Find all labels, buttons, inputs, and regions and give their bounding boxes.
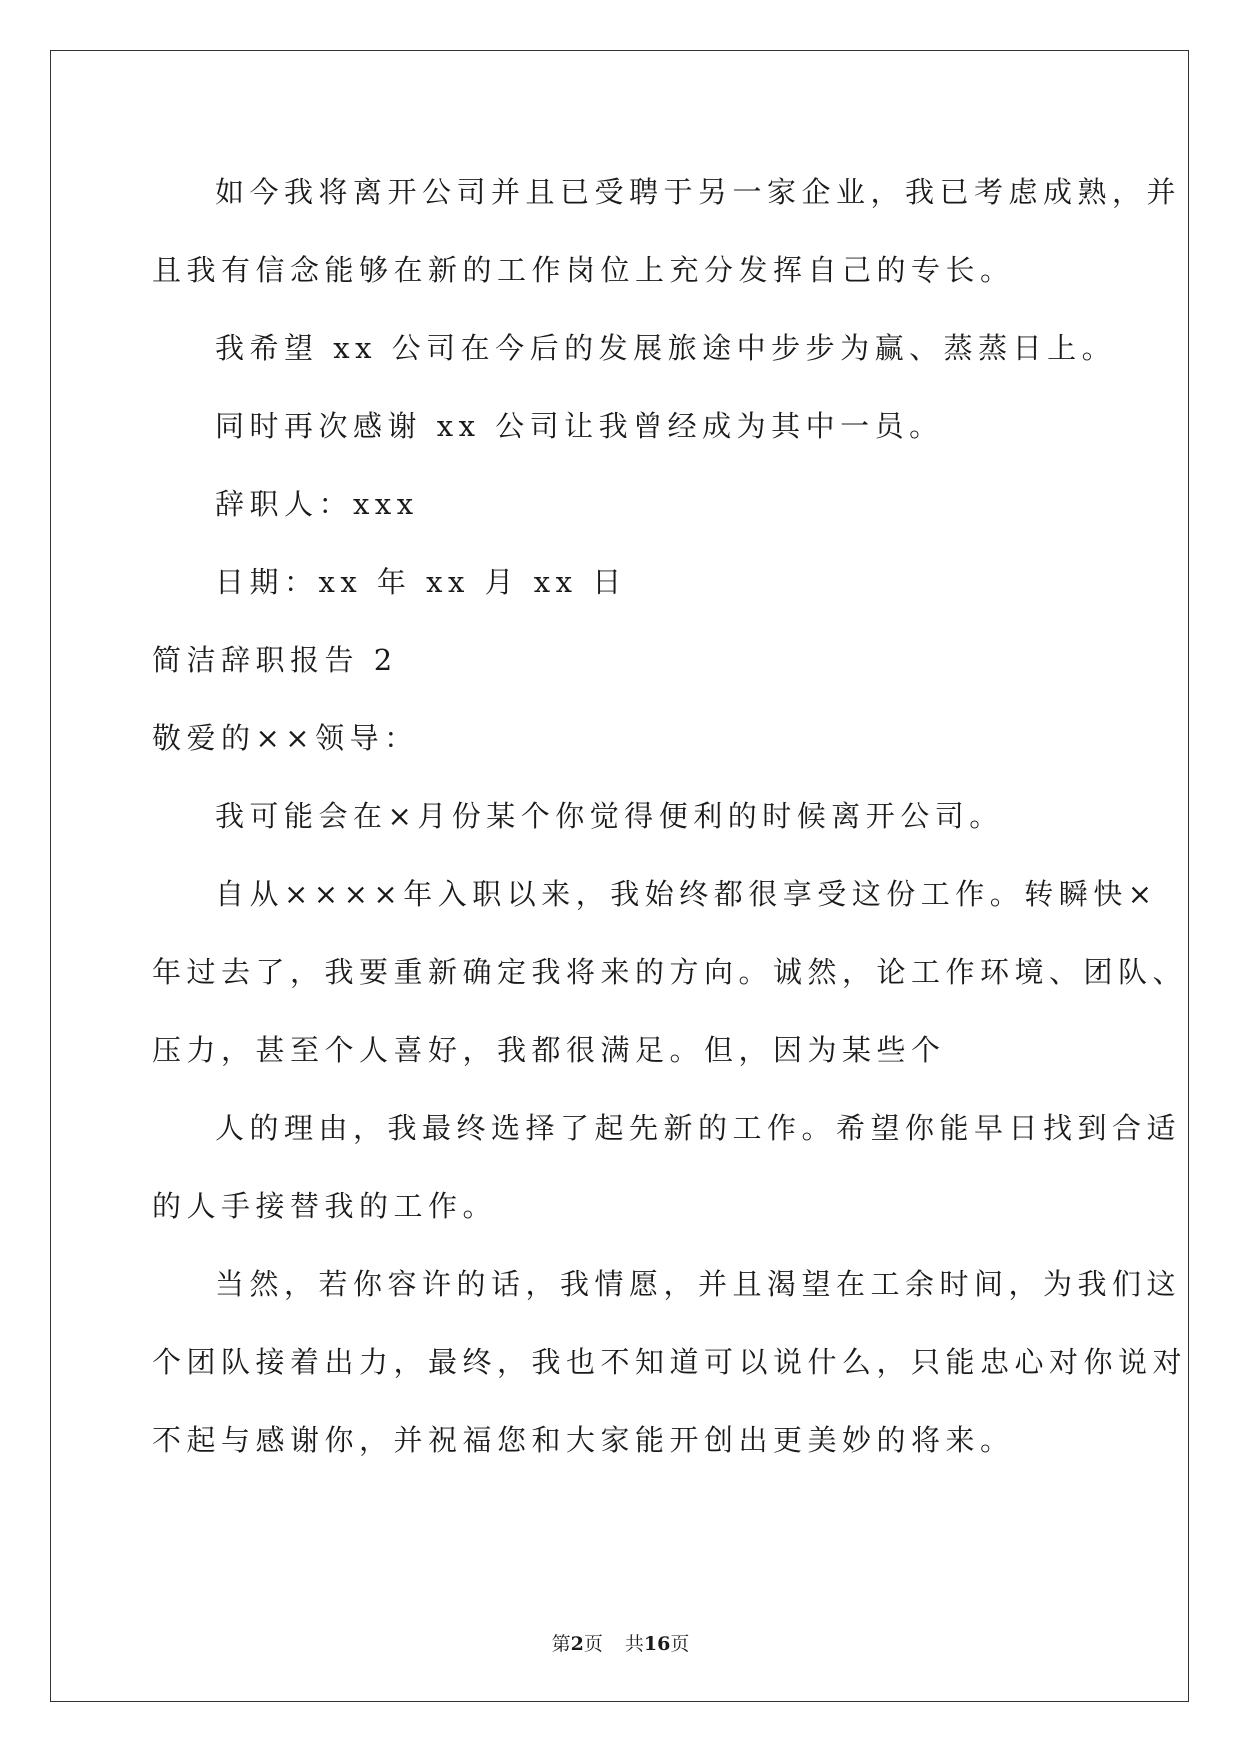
date-line: 日期：xx 年 xx 月 xx 日 [215,565,627,599]
page-footer [0,1632,1241,1656]
paragraph-line: 我可能会在×月份某个你觉得便利的时候离开公司。 [215,799,1004,833]
page-prefix: 第 [551,1633,571,1655]
total-suffix: 页 [670,1633,690,1655]
paragraph-line: 自从××××年入职以来，我始终都很享受这份工作。转瞬快× [215,877,1158,911]
paragraph-line: 如今我将离开公司并且已受聘于另一家企业，我已考虑成熟，并 [215,175,1182,209]
total-prefix: 共 [624,1633,644,1655]
paragraph-line: 个团队接着出力，最终，我也不知道可以说什么，只能忠心对你说对 [152,1345,1188,1379]
paragraph-line: 当然，若你容许的话，我情愿，并且渴望在工余时间，为我们这 [215,1267,1182,1301]
paragraph-line: 且我有信念能够在新的工作岗位上充分发挥自己的专长。 [152,253,1015,287]
salutation: 敬爱的××领导： [152,721,419,755]
paragraph-line: 年过去了，我要重新确定我将来的方向。诚然，论工作环境、团队、 [152,955,1188,989]
paragraph-line: 的人手接替我的工作。 [152,1189,498,1223]
paragraph-line: 我希望 xx 公司在今后的发展旅途中步步为赢、蒸蒸日上。 [215,331,1117,365]
paragraph-line: 不起与感谢你，并祝福您和大家能开创出更美妙的将来。 [152,1423,1015,1457]
paragraph-line: 人的理由，我最终选择了起先新的工作。希望你能早日找到合适 [215,1111,1182,1145]
resigner-line: 辞职人：xxx [215,487,419,521]
page-suffix: 页 [583,1633,603,1655]
paragraph-line: 同时再次感谢 xx 公司让我曾经成为其中一员。 [215,409,944,443]
paragraph-line: 压力，甚至个人喜好，我都很满足。但，因为某些个 [152,1033,946,1067]
page-total: 16 [643,1633,671,1655]
section-title: 简洁辞职报告 2 [152,643,398,677]
page-current: 2 [570,1633,584,1655]
